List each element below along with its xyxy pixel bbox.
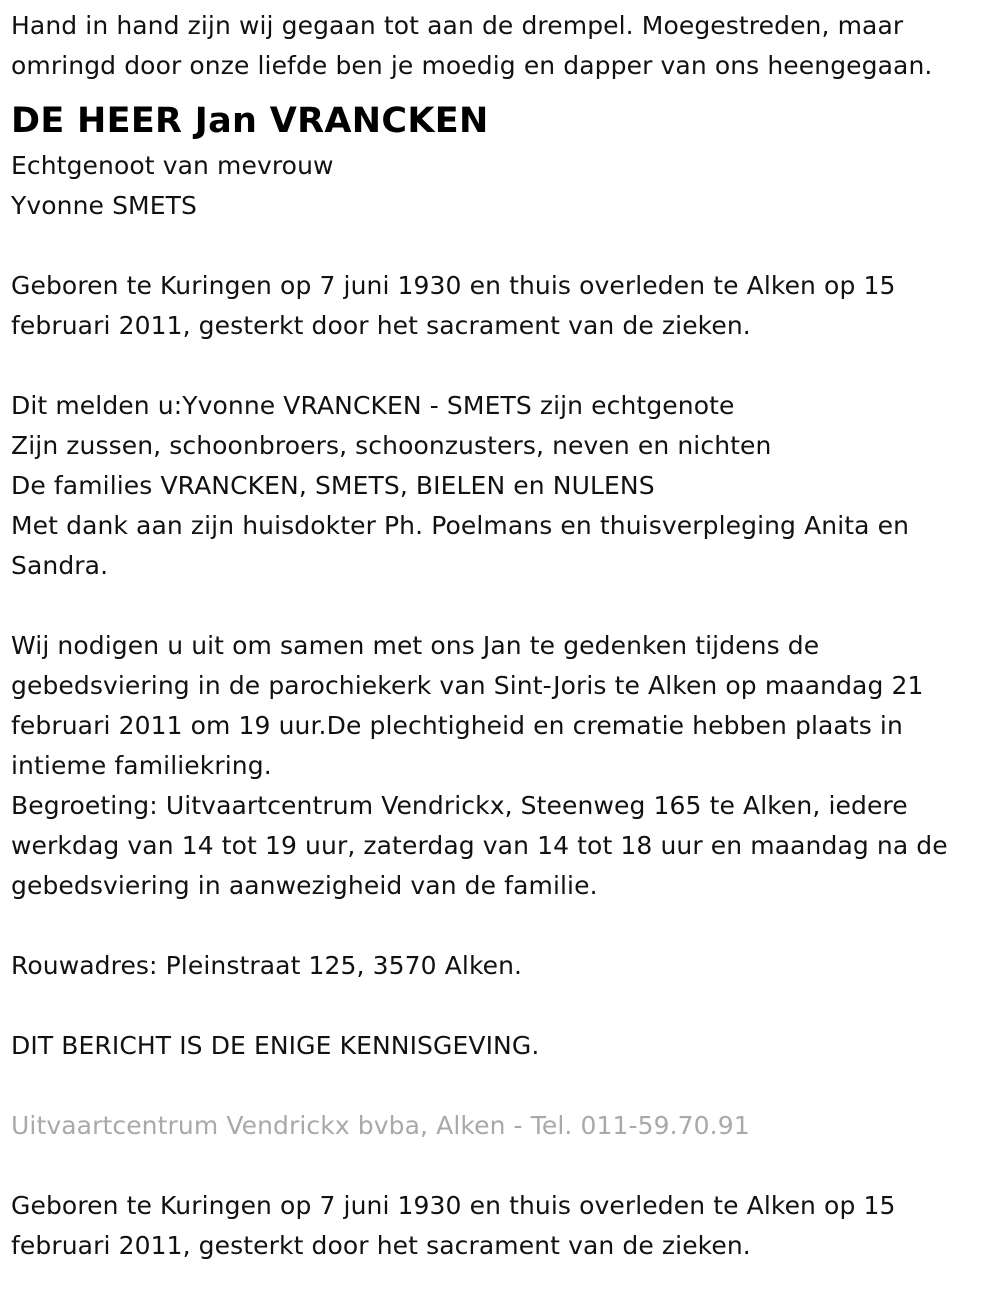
announcer-line: Sandra. [11,551,109,580]
ceremony-line: Wij nodigen u uit om samen met ons Jan te gedenken tijdens de [11,631,820,660]
intro-line: omringd door onze liefde ben je moedig en dapper van ons heengegaan. [11,51,933,80]
spacer [11,1066,996,1106]
announcer-line: Zijn zussen, schoonbroers, schoonzusters, neven en nichten [11,431,772,460]
birth-death-line: februari 2011, gesterkt door het sacrament van de zieken. [11,1231,751,1260]
deceased-name: DE HEER Jan VRANCKEN [11,101,489,141]
ceremony-line: gebedsviering in de parochiekerk van Sint-Joris te Alken op maandag 21 [11,671,924,700]
birth-death-info [11,266,996,346]
intro-line: Hand in hand zijn wij gegaan tot aan de drempel. Moegestreden, maar [11,11,904,40]
spacer [11,586,996,626]
spouse-line: Echtgenoot van mevrouw [11,151,334,180]
intro-text [11,6,996,86]
mourning-address: Rouwadres: Pleinstraat 125, 3570 Alken. [11,951,523,980]
announcers [11,386,996,586]
ceremony-line: gebedsviering in aanwezigheid van de familie. [11,871,598,900]
birth-death-line: Geboren te Kuringen op 7 juni 1930 en thuis overleden te Alken op 15 [11,271,896,300]
announcer-line: De families VRANCKEN, SMETS, BIELEN en NULENS [11,471,655,500]
spacer [11,906,996,946]
ceremony-line: intieme familiekring. [11,751,272,780]
ceremony-line: Begroeting: Uitvaartcentrum Vendrickx, Steenweg 165 te Alken, iedere [11,791,908,820]
funeral-home-contact: Uitvaartcentrum Vendrickx bvba, Alken - Tel. 011-59.70.91 [11,1111,750,1140]
ceremony-info [11,626,996,906]
birth-death-line: februari 2011, gesterkt door het sacrament van de zieken. [11,311,751,340]
spacer [11,346,996,386]
spacer [11,986,996,1026]
birth-death-info-repeat [11,1186,996,1266]
spacer [11,1146,996,1186]
birth-death-line: Geboren te Kuringen op 7 juni 1930 en thuis overleden te Alken op 15 [11,1191,896,1220]
spacer [11,226,996,266]
obituary-document [11,6,996,1266]
notice-text: DIT BERICHT IS DE ENIGE KENNISGEVING. [11,1031,540,1060]
ceremony-line: februari 2011 om 19 uur.De plechtigheid en crematie hebben plaats in [11,711,903,740]
announcer-line: Dit melden u:Yvonne VRANCKEN - SMETS zijn echtgenote [11,391,735,420]
spouse-line: Yvonne SMETS [11,191,197,220]
ceremony-line: werkdag van 14 tot 19 uur, zaterdag van 14 tot 18 uur en maandag na de [11,831,948,860]
announcer-line: Met dank aan zijn huisdokter Ph. Poelmans en thuisverpleging Anita en [11,511,910,540]
spouse-info [11,146,996,226]
